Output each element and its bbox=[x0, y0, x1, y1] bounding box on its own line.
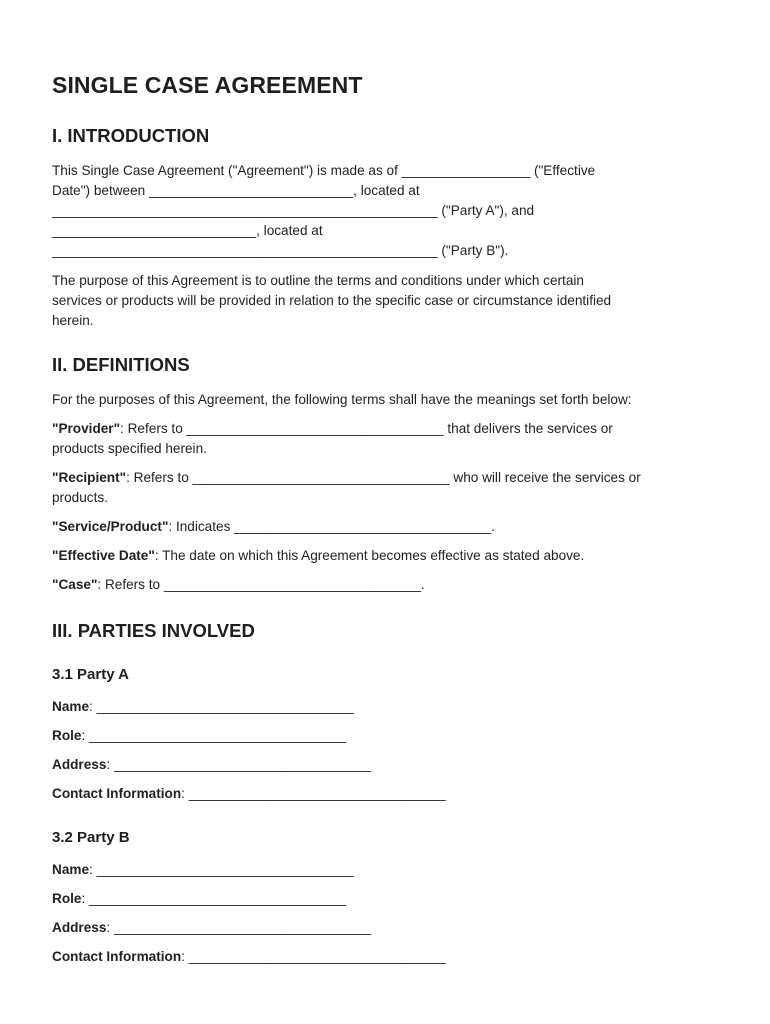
field-label: Role bbox=[52, 891, 82, 906]
field-blank: : __________________________________ bbox=[81, 891, 347, 906]
parties-heading: III. PARTIES INVOLVED bbox=[52, 620, 255, 641]
term-recipient: "Recipient" bbox=[52, 470, 127, 485]
intro-line: ___________________________________________________ ("Party A"), and bbox=[52, 203, 535, 218]
party-b-contact-field bbox=[52, 947, 718, 967]
document-title: SINGLE CASE AGREEMENT bbox=[52, 72, 363, 98]
definition-text: : Refers to __________________________________ who will receive the services or bbox=[126, 470, 641, 485]
party-b-role-field bbox=[52, 889, 718, 909]
introduction-section bbox=[52, 125, 718, 331]
party-b-address-field bbox=[52, 918, 718, 938]
term-case: "Case" bbox=[52, 577, 98, 592]
definition-text: : Indicates __________________________________. bbox=[168, 519, 495, 534]
party-a-contact-field bbox=[52, 784, 718, 804]
definition-provider bbox=[52, 419, 718, 459]
term-effective-date: "Effective Date" bbox=[52, 548, 155, 563]
definition-text: : Refers to __________________________________. bbox=[97, 577, 425, 592]
definition-service-product bbox=[52, 517, 718, 537]
intro-line: This Single Case Agreement ("Agreement") is made as of _________________ ("Effective bbox=[52, 163, 596, 178]
field-blank: : __________________________________ bbox=[106, 920, 372, 935]
definitions-heading: II. DEFINITIONS bbox=[52, 354, 190, 375]
field-label: Address bbox=[52, 757, 107, 772]
introduction-paragraph-1 bbox=[52, 161, 718, 261]
party-a-heading: 3.1 Party A bbox=[52, 666, 129, 683]
intro-line: Date") between ___________________________, located at bbox=[52, 183, 420, 198]
party-a-address-field bbox=[52, 755, 718, 775]
field-label: Address bbox=[52, 920, 107, 935]
purpose-line: herein. bbox=[52, 313, 94, 328]
purpose-line: The purpose of this Agreement is to outline the terms and conditions under which certain bbox=[52, 273, 584, 288]
definitions-intro: For the purposes of this Agreement, the following terms shall have the meanings set forth below: bbox=[52, 392, 632, 407]
field-blank: : __________________________________ bbox=[181, 786, 446, 801]
definition-text: products. bbox=[52, 490, 108, 505]
party-b-heading: 3.2 Party B bbox=[52, 829, 130, 846]
intro-line: ___________________________________________________ ("Party B"). bbox=[52, 243, 509, 258]
party-a-name-field bbox=[52, 697, 718, 717]
field-label: Contact Information bbox=[52, 949, 182, 964]
party-b-name-field bbox=[52, 860, 718, 880]
field-blank: : __________________________________ bbox=[81, 728, 347, 743]
definitions-section bbox=[52, 354, 718, 595]
field-label: Contact Information bbox=[52, 786, 182, 801]
field-label: Name bbox=[52, 862, 90, 877]
field-blank: : __________________________________ bbox=[89, 699, 354, 714]
field-blank: : __________________________________ bbox=[89, 862, 354, 877]
introduction-heading: I. INTRODUCTION bbox=[52, 125, 210, 146]
definition-text: : Refers to __________________________________ that delivers the services or bbox=[120, 421, 613, 436]
party-a-role-field bbox=[52, 726, 718, 746]
intro-line: ___________________________, located at bbox=[52, 223, 323, 238]
definition-text: products specified herein. bbox=[52, 441, 207, 456]
purpose-line: services or products will be provided in relation to the specific case or circumstance identified bbox=[52, 293, 612, 308]
field-blank: : __________________________________ bbox=[106, 757, 372, 772]
definition-effective-date bbox=[52, 546, 718, 566]
parties-section bbox=[52, 620, 718, 967]
field-blank: : __________________________________ bbox=[181, 949, 446, 964]
term-provider: "Provider" bbox=[52, 421, 121, 436]
definition-recipient bbox=[52, 468, 718, 508]
definition-case bbox=[52, 575, 718, 595]
definition-text: : The date on which this Agreement becomes effective as stated above. bbox=[154, 548, 585, 563]
field-label: Role bbox=[52, 728, 82, 743]
introduction-paragraph-2 bbox=[52, 271, 718, 331]
field-label: Name bbox=[52, 699, 90, 714]
term-service-product: "Service/Product" bbox=[52, 519, 169, 534]
